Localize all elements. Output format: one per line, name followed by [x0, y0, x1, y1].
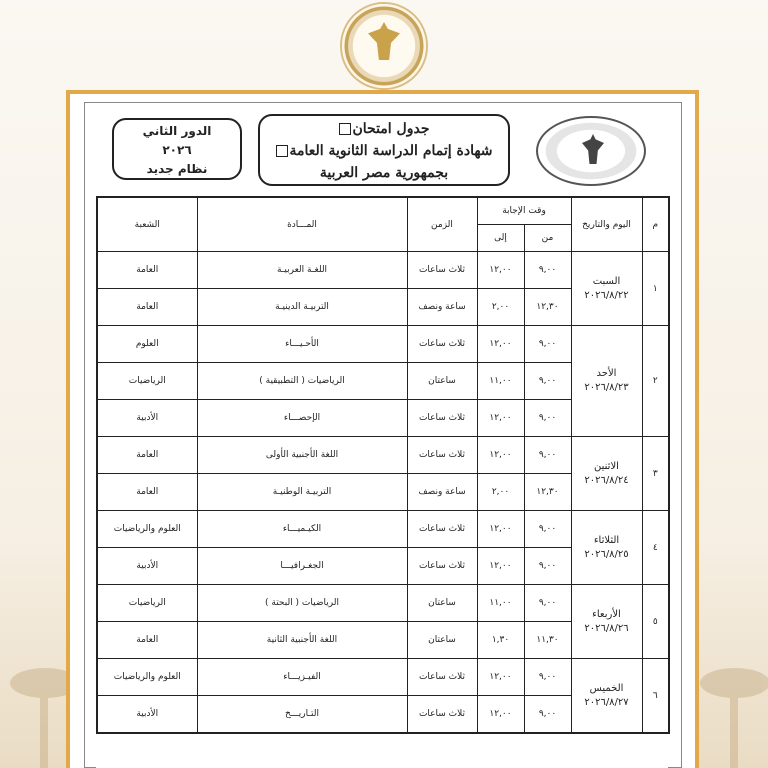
- duration: ثلاث ساعات: [407, 548, 477, 585]
- day-date-cell: [571, 659, 642, 734]
- branch: العلوم والرياضيات: [97, 511, 197, 548]
- time-to: ١٢,٠٠: [477, 511, 524, 548]
- subject: الجغـرافيـــا: [197, 548, 407, 585]
- time-to: ١٢,٠٠: [477, 548, 524, 585]
- day-name: السبت: [592, 275, 621, 287]
- exam-date: ٢٠٢٦/٨/٢٦: [584, 622, 629, 634]
- duration: ثلاث ساعات: [407, 659, 477, 696]
- branch: العلوم: [97, 326, 197, 363]
- time-from: ٩,٠٠: [524, 437, 571, 474]
- time-to: ١,٣٠: [477, 622, 524, 659]
- branch: العامة: [97, 622, 197, 659]
- subject: اللغـة العربيـة: [197, 252, 407, 289]
- duration: ثلاث ساعات: [407, 437, 477, 474]
- time-from: ٩,٠٠: [524, 252, 571, 289]
- subject: الإحصـــاء: [197, 400, 407, 437]
- duration: ثلاث ساعات: [407, 511, 477, 548]
- subject: الرياضيات ( البحتة ): [197, 585, 407, 622]
- day-number: ١: [642, 252, 669, 326]
- duration: ساعتان: [407, 585, 477, 622]
- exam-schedule-table: [96, 196, 670, 734]
- session-year: ٢٠٢٦: [162, 143, 192, 157]
- time-from: ٩,٠٠: [524, 585, 571, 622]
- time-to: ١٢,٠٠: [477, 326, 524, 363]
- day-date-cell: [571, 585, 642, 659]
- time-to: ١٢,٠٠: [477, 659, 524, 696]
- duration: ساعتان: [407, 363, 477, 400]
- subject: الأحـيـــاء: [197, 326, 407, 363]
- subject: اللغة الأجنبية الثانية: [197, 622, 407, 659]
- exam-date: ٢٠٢٦/٨/٢٥: [584, 548, 629, 560]
- day-number: ٤: [642, 511, 669, 585]
- col-header-day: اليوم والتاريخ: [571, 197, 642, 252]
- title-line-1: جدول امتحان: [352, 121, 430, 137]
- exam-date: ٢٠٢٦/٨/٢٣: [584, 382, 629, 393]
- exam-date: ٢٠٢٦/٨/٢٢: [584, 289, 629, 301]
- duration: ساعة ونصف: [407, 474, 477, 511]
- session-system: نظام جديد: [146, 162, 208, 176]
- col-header-num: م: [642, 197, 669, 252]
- day-name: الاثنين: [594, 460, 619, 472]
- eagle-icon: [582, 134, 604, 164]
- subject: الكيـميـــاء: [197, 511, 407, 548]
- branch: العلوم والرياضيات: [97, 659, 197, 696]
- time-from: ٩,٠٠: [524, 548, 571, 585]
- day-name: الثلاثاء: [593, 534, 620, 546]
- title-line-2: شهادة إتمام الدراسة الثانوية العامة: [289, 143, 493, 159]
- ministry-seal-logo: [342, 4, 426, 88]
- col-header-subject: المـــادة: [197, 197, 407, 252]
- session-round: الدور الثاني: [142, 124, 212, 138]
- col-header-duration: الزمن: [407, 197, 477, 252]
- col-header-time: وقت الإجابة: [477, 197, 571, 225]
- day-number: ٣: [642, 437, 669, 511]
- day-name: الأربعاء: [592, 608, 621, 620]
- time-to: ١٢,٠٠: [477, 400, 524, 437]
- branch: العامة: [97, 437, 197, 474]
- duration: ساعة ونصف: [407, 289, 477, 326]
- exam-date: ٢٠٢٦/٨/٢٧: [584, 696, 629, 708]
- branch: العامة: [97, 252, 197, 289]
- day-date-cell: [571, 252, 642, 326]
- title-line-3: بجمهورية مصر العربية: [319, 165, 449, 181]
- subject: الرياضيات ( التطبيقية ): [197, 363, 407, 400]
- subject: اللغة الأجنبية الأولى: [197, 437, 407, 474]
- branch: العامة: [97, 289, 197, 326]
- duration: ثلاث ساعات: [407, 326, 477, 363]
- table-row: [97, 585, 669, 622]
- branch: الأدبية: [97, 548, 197, 585]
- time-to: ١١,٠٠: [477, 585, 524, 622]
- day-name: الأحد: [596, 368, 617, 379]
- duration: ثلاث ساعات: [407, 696, 477, 734]
- time-to: ٢,٠٠: [477, 474, 524, 511]
- table-row: [97, 659, 669, 696]
- time-from: ٩,٠٠: [524, 511, 571, 548]
- subject: التـاريـــخ: [197, 696, 407, 734]
- subject: التربيـة الوطنيـة: [197, 474, 407, 511]
- branch: العامة: [97, 474, 197, 511]
- eagle-icon: [368, 22, 400, 60]
- table-row: [97, 511, 669, 548]
- exam-date: ٢٠٢٦/٨/٢٤: [584, 474, 629, 486]
- table-row: [97, 437, 669, 474]
- day-number: ٦: [642, 659, 669, 734]
- day-name: الخميس: [589, 682, 624, 694]
- time-to: ٢,٠٠: [477, 289, 524, 326]
- time-from: ١٢,٣٠: [524, 289, 571, 326]
- time-from: ٩,٠٠: [524, 326, 571, 363]
- col-header-branch: الشعبة: [97, 197, 197, 252]
- day-number: ٢: [642, 326, 669, 437]
- time-from: ١١,٣٠: [524, 622, 571, 659]
- document-title-box: [258, 114, 510, 186]
- page-bottom-edge: [96, 744, 668, 768]
- duration: ثلاث ساعات: [407, 252, 477, 289]
- col-header-to: إلى: [477, 225, 524, 252]
- subject: الفيـزيـــاء: [197, 659, 407, 696]
- session-info-box: [112, 118, 242, 180]
- col-header-from: من: [524, 225, 571, 252]
- time-to: ١١,٠٠: [477, 363, 524, 400]
- branch: الأدبية: [97, 696, 197, 734]
- time-to: ١٢,٠٠: [477, 437, 524, 474]
- time-from: ٩,٠٠: [524, 400, 571, 437]
- duration: ساعتان: [407, 622, 477, 659]
- day-number: ٥: [642, 585, 669, 659]
- table-row: [97, 326, 669, 363]
- day-date-cell: [571, 326, 642, 437]
- time-from: ٩,٠٠: [524, 363, 571, 400]
- time-from: ٩,٠٠: [524, 696, 571, 734]
- subject: التربيـة الدينيـة: [197, 289, 407, 326]
- palm-decoration-right: [690, 658, 768, 768]
- document-seal-logo: [536, 116, 646, 186]
- table-row: [97, 252, 669, 289]
- duration: ثلاث ساعات: [407, 400, 477, 437]
- time-to: ١٢,٠٠: [477, 252, 524, 289]
- branch: الرياضيات: [97, 585, 197, 622]
- time-from: ١٢,٣٠: [524, 474, 571, 511]
- branch: الأدبية: [97, 400, 197, 437]
- day-date-cell: [571, 437, 642, 511]
- branch: الرياضيات: [97, 363, 197, 400]
- time-from: ٩,٠٠: [524, 659, 571, 696]
- time-to: ١٢,٠٠: [477, 696, 524, 734]
- day-date-cell: [571, 511, 642, 585]
